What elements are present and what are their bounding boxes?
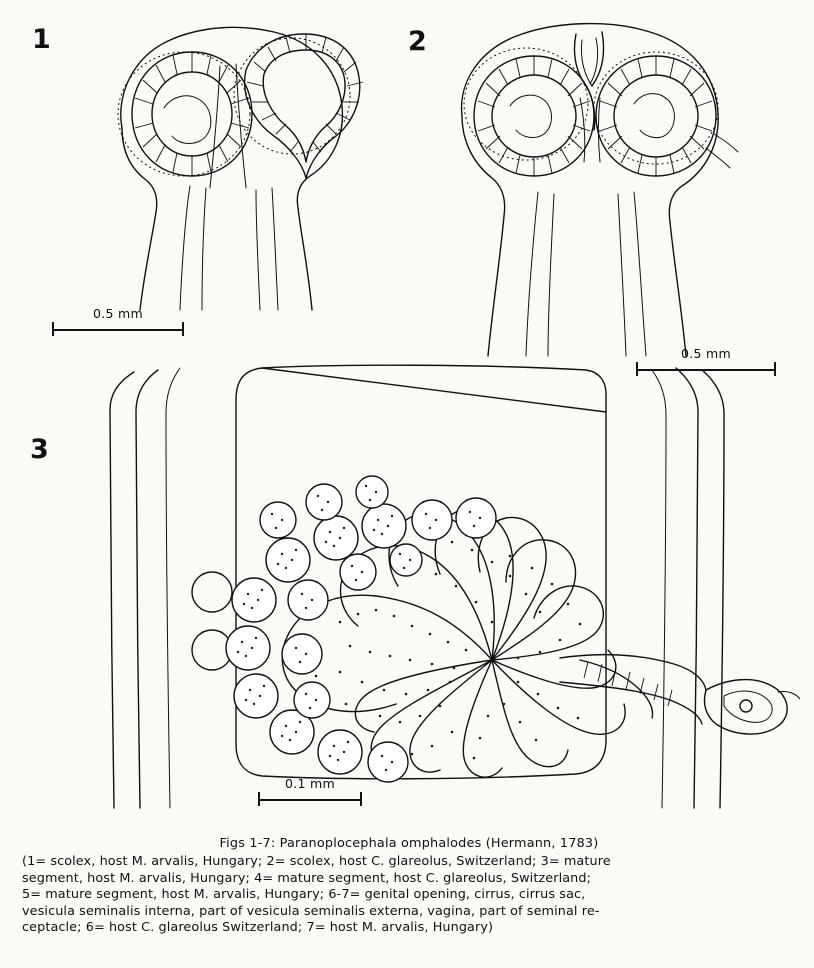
- scale-bar-fig3-label: 0.1 mm: [284, 776, 335, 791]
- figure-number-1: 1: [32, 24, 51, 55]
- caption-line-4: vesicula seminalis interna, part of vesicula seminalis externa, vagina, part of seminal re-: [22, 903, 600, 919]
- scale-bar-fig2: [636, 346, 776, 376]
- figure-caption: [22, 836, 796, 937]
- figure-number-2: 2: [408, 26, 427, 57]
- caption-body: [22, 854, 796, 937]
- figure-2-scolex-drawing: [430, 12, 770, 362]
- scale-bar-fig3-line: [258, 792, 362, 806]
- figure-number-3: 3: [30, 434, 49, 465]
- caption-line-3: 5= mature segment, host M. arvalis, Hungary; 6-7= genital opening, cirrus, cirrus sac,: [22, 887, 586, 903]
- scale-bar-fig1-label: 0.5 mm: [92, 306, 143, 321]
- caption-line-1: (1= scolex, host M. arvalis, Hungary; 2= scolex, host C. glareolus, Switzerland; 3= mature: [22, 854, 611, 869]
- scale-bar-fig2-line: [636, 362, 776, 376]
- scale-bar-fig2-label: 0.5 mm: [680, 346, 731, 361]
- scale-bar-fig1-line: [52, 322, 184, 336]
- caption-line-2: segment, host M. arvalis, Hungary; 4= mature segment, host C. glareolus, Switzerland;: [22, 870, 592, 886]
- figure-1-scolex-drawing: [60, 10, 390, 320]
- scale-bar-fig1: [52, 306, 184, 336]
- scale-bar-fig3: [258, 776, 362, 806]
- caption-title: Figs 1-7: Paranoplocephala omphalodes (Hermann, 1783): [219, 836, 599, 851]
- figure-3-mature-segment-drawing: [40, 360, 800, 810]
- caption-line-5: ceptacle; 6= host C. glareolus Switzerland; 7= host M. arvalis, Hungary): [22, 920, 494, 936]
